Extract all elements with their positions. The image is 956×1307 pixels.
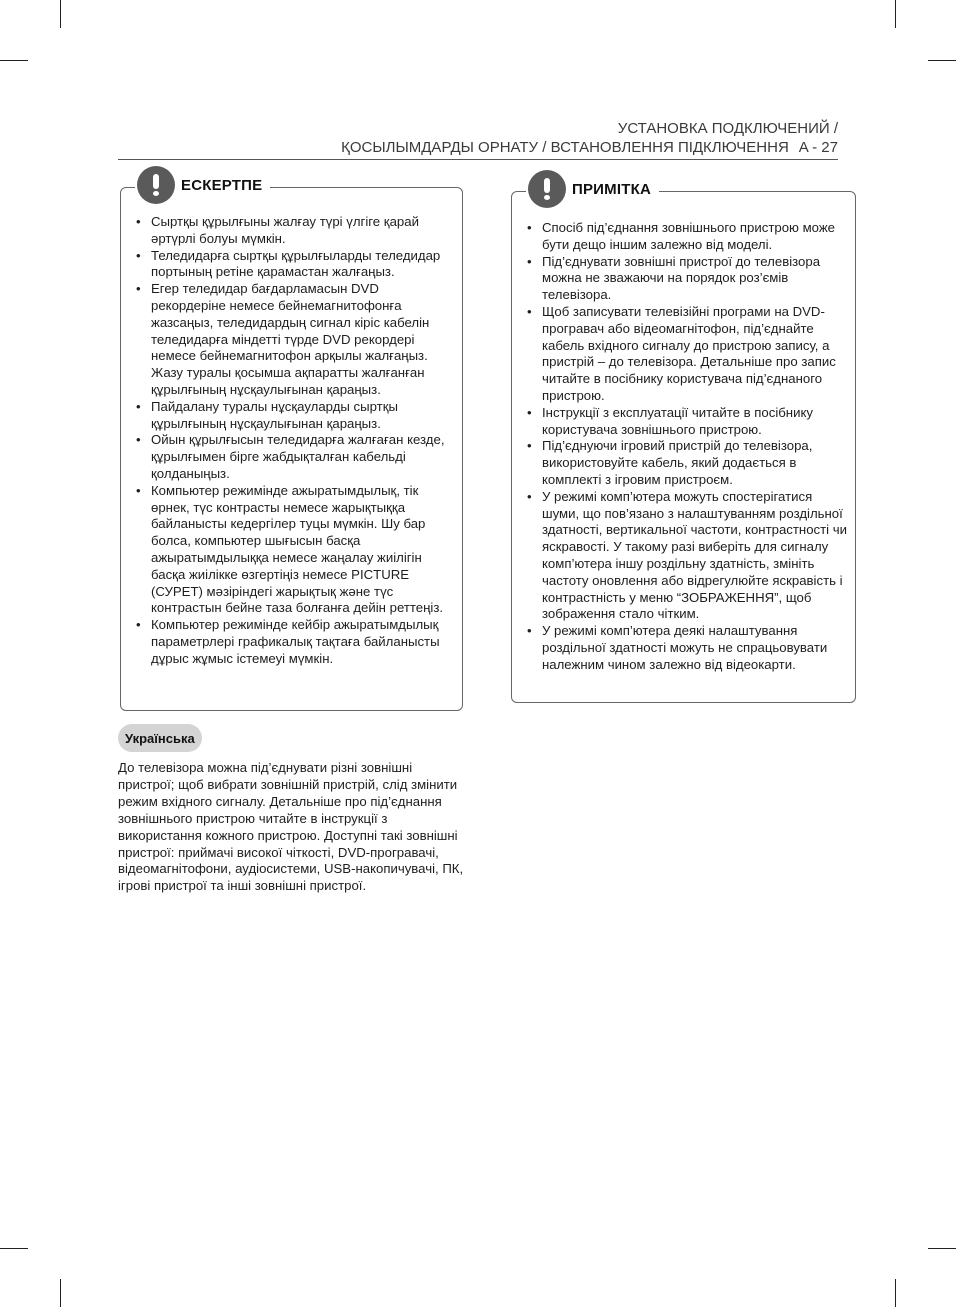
language-badge: Українська [118,724,202,752]
list-item: • Під’єднуючи ігровий пристрій до телевізора, використовуйте кабель, який додається в комплекті з ігровим пристроєм. [524,438,850,488]
header-line2: ҚОСЫЛЫМДАРДЫ ОРНАТУ / ВСТАНОВЛЕННЯ ПІДКЛЮЧЕННЯ [341,139,789,156]
list-item: • Егер теледидар бағдарламасын DVD рекордеріне немесе бейнемагнитофонға жазсаңыз, теледидардың сигнал кіріс кабелін теледидарға міндетті түрде DVD рекордері немесе бейнемагнитофон арқылы жалғаңыз. Жазу туралы қосымша ақпаратты жалғанған құрылғының нұсқаулығынан қараңыз. [133,281,455,399]
header-rule [118,159,838,160]
page-header [341,119,838,157]
warning-box [120,176,463,711]
note-box [511,180,856,703]
crop-mark [928,1248,956,1249]
list-item: • Під’єднувати зовнішні пристрої до телевізора можна не зважаючи на порядок роз’ємів телевізора. [524,254,850,304]
note-title: ПРИМІТКА [572,180,651,198]
crop-mark [0,1248,28,1249]
list-item: • Компьютер режимінде кейбір ажыратымдылық параметрлері графикалық тақтаға байланысты дұрыс жұмыс істемеуі мүмкін. [133,617,455,667]
list-item: • У режимі комп’ютера деякі налаштування роздільної здатності можуть не спрацьовувати належним чином залежно від відеокарти. [524,623,850,673]
list-item: • Спосіб під’єднання зовнішнього пристрою може бути дещо іншим залежно від моделі. [524,220,850,254]
list-item: • Теледидарға сыртқы құрылғыларды теледидар портының ретіне қарамастан жалғаңыз. [133,248,455,282]
exclamation-icon [528,170,566,208]
crop-mark [895,0,896,28]
list-item: • Інструкції з експлуатації читайте в посібнику користувача зовнішнього пристрою. [524,405,850,439]
list-item: • Щоб записувати телевізійні програми на DVD-програвач або відеомагнітофон, під’єднайте кабель вхідного сигналу до пристрою запису, а пристрій – до телевізора. Детальніше про запис читайте в посібнику користувача під’єднаного пристрою. [524,304,850,405]
crop-mark [928,60,956,61]
header-line1: УСТАНОВКА ПОДКЛЮЧЕНИЙ / [617,120,838,137]
list-item: • У режимі комп’ютера можуть спостерігатися шуми, що пов’язано з налаштуванням роздільної здатності, вертикальної частоти, контрастності чи яскравості. У такому разі виберіть для сигналу комп’ютера іншу роздільну здатність, змініть частоту оновлення або відрегулюйте яскравість і контрастність у меню “ЗОБРАЖЕННЯ”, щоб зображення стало чітким. [524,489,850,623]
list-item: • Компьютер режимінде ажыратымдылық, тік өрнек, түс контрасты немесе жарықтыққа байланысты кедергілер туцы мүмкін. Шу бар болса, компьютер шығысын басқа ажыратымдылыққа немесе жаңалау жиілігін басқа жиілікке өзгертіңіз немесе PICTURE (СУРЕТ) мәзіріндегі жарықтық және түс контрастын бейне таза болғанға дейін реттеңіз. [133,483,455,617]
exclamation-icon [137,166,175,204]
warning-list [133,214,455,668]
crop-mark [60,1279,61,1307]
list-item: • Сыртқы құрылғыны жалғау түрі үлгіге қарай әртүрлі болуы мүмкін. [133,214,455,248]
warning-box-title [135,166,270,204]
warning-title: ЕСКЕРТПЕ [181,176,263,194]
crop-mark [60,0,61,28]
crop-mark [0,60,28,61]
list-item: • Ойын құрылғысын теледидарға жалғаған кезде, құрылғымен бірге жабдықталған кабельді қолданыңыз. [133,432,455,482]
note-list [524,220,850,674]
crop-mark [895,1279,896,1307]
page-number: A - 27 [798,139,838,156]
intro-paragraph: До телевізора можна під’єднувати різні зовнішні пристрої; щоб вибрати зовнішній пристрій, слід змінити режим вхідного сигналу. Детальніше про під’єднання зовнішнього пристрою читайте в інструкції з використання кожного пристрою. Доступні такі зовнішні пристрої: приймачі високої чіткості, DVD-програвачі, відеомагнітофони, аудіосистеми, USB-накопичувачі, ПК, ігрові пристрої та інші зовнішні пристрої. [118,760,464,894]
note-box-title [526,170,659,208]
list-item: • Пайдалану туралы нұсқауларды сыртқы құрылғының нұсқаулығынан қараңыз. [133,399,455,433]
